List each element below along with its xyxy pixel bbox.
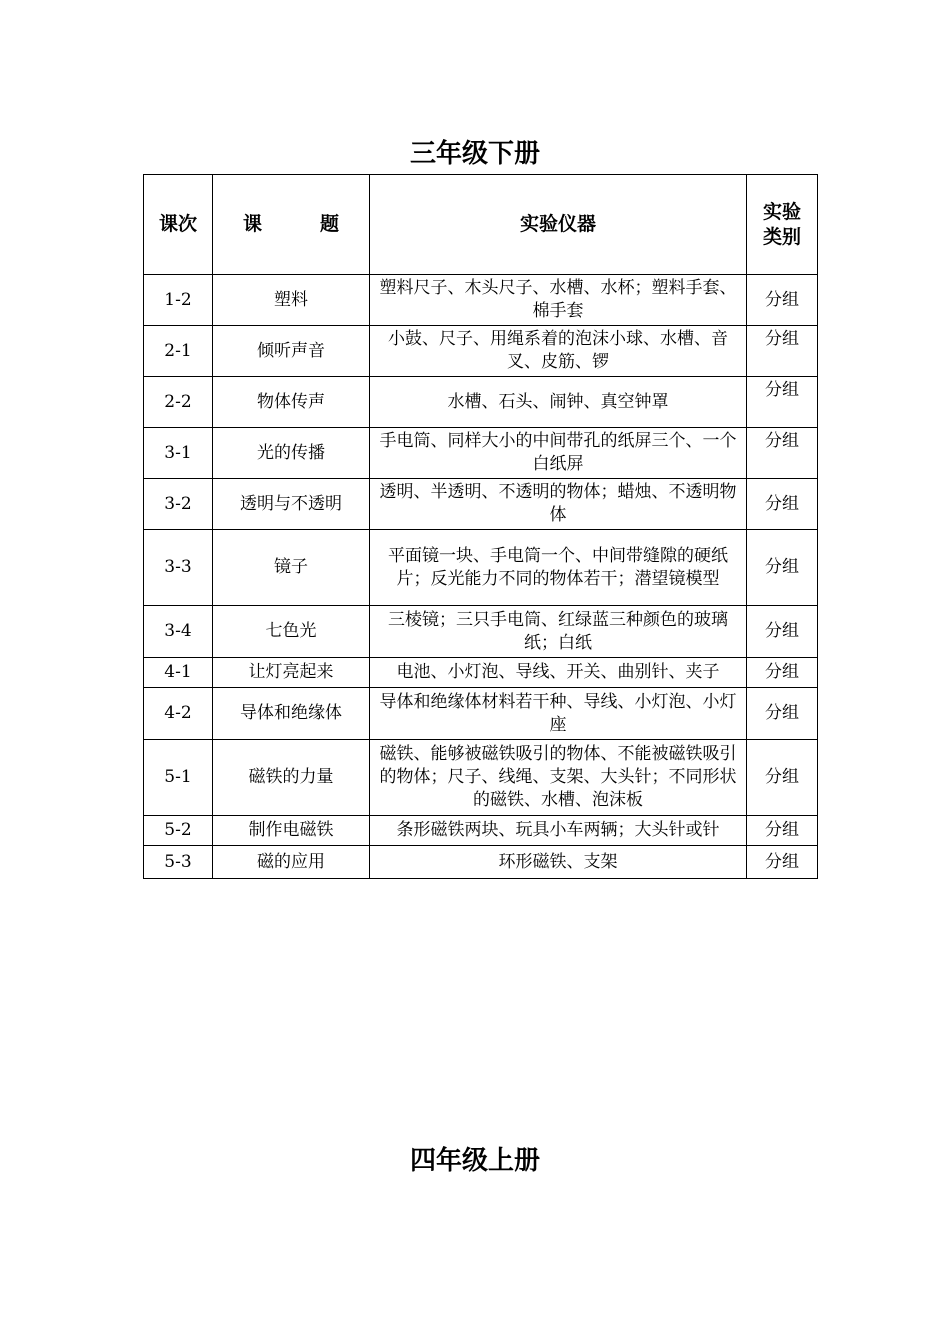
- cell-type: 分组: [747, 816, 818, 846]
- cell-equipment: 环形磁铁、支架: [370, 846, 747, 879]
- cell-lesson-no: 3-1: [144, 428, 213, 479]
- cell-lesson-no: 2-2: [144, 377, 213, 428]
- cell-equipment: 条形磁铁两块、玩具小车两辆；大头针或针: [370, 816, 747, 846]
- cell-topic: 透明与不透明: [213, 479, 370, 530]
- cell-equipment: 平面镜一块、手电筒一个、中间带缝隙的硬纸片；反光能力不同的物体若干；潜望镜模型: [370, 530, 747, 606]
- cell-type: 分组: [747, 606, 818, 658]
- cell-type: 分组: [747, 428, 818, 479]
- cell-equipment: 磁铁、能够被磁铁吸引的物体、不能被磁铁吸引的物体；尺子、线绳、支架、大头针；不同形状的磁铁、水槽、泡沫板: [370, 740, 747, 816]
- table-row: [144, 326, 818, 377]
- cell-topic: 让灯亮起来: [213, 658, 370, 688]
- cell-lesson-no: 5-2: [144, 816, 213, 846]
- cell-topic: 镜子: [213, 530, 370, 606]
- cell-equipment: 塑料尺子、木头尺子、水槽、水杯；塑料手套、棉手套: [370, 275, 747, 326]
- cell-equipment: 透明、半透明、不透明的物体；蜡烛、不透明物体: [370, 479, 747, 530]
- cell-type: 分组: [747, 846, 818, 879]
- header-type-line1: 实验: [762, 200, 801, 223]
- cell-equipment: 导体和绝缘体材料若干种、导线、小灯泡、小灯座: [370, 688, 747, 740]
- cell-equipment: 手电筒、同样大小的中间带孔的纸屏三个、一个白纸屏: [370, 428, 747, 479]
- table-row: [144, 530, 818, 606]
- cell-topic: 倾听声音: [213, 326, 370, 377]
- table-row: [144, 816, 818, 846]
- table-row: [144, 658, 818, 688]
- header-topic-char-2: 题: [320, 213, 340, 235]
- cell-equipment: 三棱镜；三只手电筒、红绿蓝三种颜色的玻璃纸；白纸: [370, 606, 747, 658]
- cell-type: 分组: [747, 740, 818, 816]
- cell-type: 分组: [747, 688, 818, 740]
- experiment-table: [143, 174, 818, 879]
- cell-topic: 导体和绝缘体: [213, 688, 370, 740]
- cell-type: 分组: [747, 479, 818, 530]
- header-lesson-no: 课次: [144, 175, 213, 275]
- cell-type: 分组: [747, 658, 818, 688]
- cell-topic: 物体传声: [213, 377, 370, 428]
- table-header-row: [144, 175, 818, 275]
- cell-type: 分组: [747, 275, 818, 326]
- cell-type: 分组: [747, 326, 818, 377]
- cell-lesson-no: 2-1: [144, 326, 213, 377]
- table-row: [144, 428, 818, 479]
- cell-topic: 光的传播: [213, 428, 370, 479]
- header-type: [747, 175, 818, 275]
- cell-equipment: 水槽、石头、闹钟、真空钟罩: [370, 377, 747, 428]
- cell-equipment: 电池、小灯泡、导线、开关、曲别针、夹子: [370, 658, 747, 688]
- table-row: [144, 688, 818, 740]
- cell-lesson-no: 5-1: [144, 740, 213, 816]
- cell-topic: 塑料: [213, 275, 370, 326]
- cell-type: 分组: [747, 530, 818, 606]
- cell-topic: 七色光: [213, 606, 370, 658]
- section-title-grade4-vol1: 四年级上册: [409, 1146, 540, 1176]
- table-row: [144, 377, 818, 428]
- cell-lesson-no: 3-3: [144, 530, 213, 606]
- header-topic-char-1: 课: [242, 213, 262, 235]
- section-title-grade3-vol2: 三年级下册: [409, 139, 540, 169]
- cell-lesson-no: 4-2: [144, 688, 213, 740]
- table-row: [144, 740, 818, 816]
- cell-lesson-no: 1-2: [144, 275, 213, 326]
- table-row: [144, 606, 818, 658]
- cell-lesson-no: 3-2: [144, 479, 213, 530]
- cell-type: 分组: [747, 377, 818, 428]
- header-equipment: 实验仪器: [370, 175, 747, 275]
- cell-topic: 磁铁的力量: [213, 740, 370, 816]
- table-row: [144, 275, 818, 326]
- cell-lesson-no: 3-4: [144, 606, 213, 658]
- cell-topic: 磁的应用: [213, 846, 370, 879]
- cell-lesson-no: 4-1: [144, 658, 213, 688]
- cell-lesson-no: 5-3: [144, 846, 213, 879]
- header-type-line2: 类别: [762, 225, 801, 248]
- cell-topic: 制作电磁铁: [213, 816, 370, 846]
- table-row: [144, 846, 818, 879]
- table-row: [144, 479, 818, 530]
- cell-equipment: 小鼓、尺子、用绳系着的泡沫小球、水槽、音叉、皮筋、锣: [370, 326, 747, 377]
- header-topic: [213, 175, 370, 275]
